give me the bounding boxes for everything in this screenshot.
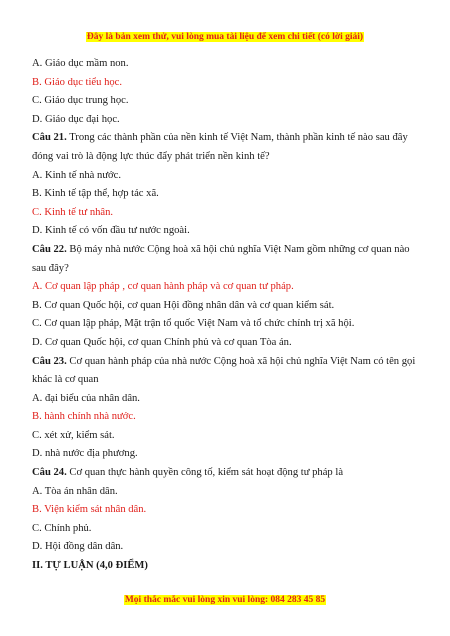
footer-notice: Mọi thắc mắc vui lòng xin vui lòng: 084 283 45 85 xyxy=(124,595,326,605)
question-24 xyxy=(32,464,420,557)
answer-option: C. Giáo dục trung học. xyxy=(32,95,129,107)
answer-option: C. Cơ quan lập pháp, Mặt trận tổ quốc Việt Nam và tổ chức chính trị xã hội. xyxy=(32,318,355,330)
section-title: II. TỰ LUẬN (4,0 ĐIỂM) xyxy=(32,560,148,572)
document-body xyxy=(32,55,420,576)
question-text: Bộ máy nhà nước Cộng hoà xã hội chủ nghĩa Việt Nam gồm những cơ quan nào sau đây? xyxy=(32,243,410,274)
footer-notice-banner xyxy=(0,589,450,607)
answer-option: A. đại biểu của nhân dân. xyxy=(32,392,140,404)
answer-option: C. xét xử, kiểm sát. xyxy=(32,429,115,441)
question-text: Trong các thành phần của nền kinh tế Việt Nam, thành phần kinh tế nào sau đây đóng vai trò là động lực thúc đẩy phát triển nền kinh tế? xyxy=(32,132,408,162)
header-notice: Đây là bản xem thử, vui lòng mua tài liệu để xem chi tiết (có lời giải) xyxy=(86,32,364,42)
answer-option-correct: A. Cơ quan lập pháp , cơ quan hành pháp và cơ quan tư pháp. xyxy=(32,281,294,293)
question-stem xyxy=(32,464,420,483)
question-stem xyxy=(32,353,420,390)
question-23 xyxy=(32,353,420,465)
answer-option: D. nhà nước địa phương. xyxy=(32,448,138,460)
question-text: Cơ quan thực hành quyền công tố, kiểm sát hoạt động tư pháp là xyxy=(66,467,344,479)
answer-option: C. Chính phủ. xyxy=(32,522,92,534)
answer-option: D. Giáo dục đại học. xyxy=(32,113,120,125)
answer-option: A. Giáo dục mầm non. xyxy=(32,58,129,69)
question-text: Cơ quan hành pháp của nhà nước Cộng hoà xã hội chủ nghĩa Việt Nam có tên gọi khác là cơ quan xyxy=(32,355,416,386)
answer-option: D. Hội đồng dân dân. xyxy=(32,541,124,553)
header-notice-banner xyxy=(0,26,450,44)
answer-option-correct: B. hành chính nhà nước. xyxy=(32,411,136,423)
answer-option: B. Cơ quan Quốc hội, cơ quan Hội đồng nhân dân và cơ quan kiểm sát. xyxy=(32,299,335,311)
question-stem xyxy=(32,241,420,278)
question-stem xyxy=(32,129,420,166)
answer-option-correct: B. Giáo dục tiểu học. xyxy=(32,76,123,88)
question-22 xyxy=(32,241,420,353)
answer-option: D. Cơ quan Quốc hội, cơ quan Chính phủ và cơ quan Tòa án. xyxy=(32,336,292,348)
question-label: Câu 24. xyxy=(32,467,67,479)
answer-option: A. Kinh tế nhà nước. xyxy=(32,169,122,181)
question-label: Câu 21. xyxy=(32,132,67,144)
answer-option: B. Kinh tế tập thể, hợp tác xã. xyxy=(32,188,159,200)
answer-option-correct: C. Kinh tế tư nhân. xyxy=(32,206,114,218)
answer-option: A. Tòa án nhân dân. xyxy=(32,485,118,497)
question-label: Câu 23. xyxy=(32,355,67,367)
answer-option: D. Kinh tế có vốn đầu tư nước ngoài. xyxy=(32,225,190,237)
q20-options xyxy=(32,55,420,129)
question-21 xyxy=(32,129,420,241)
answer-option-correct: B. Viện kiểm sát nhân dân. xyxy=(32,504,147,516)
question-label: Câu 22. xyxy=(32,243,67,255)
